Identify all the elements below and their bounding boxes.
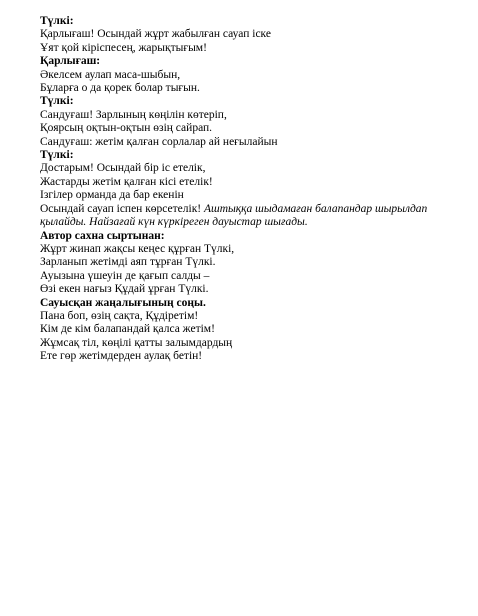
- section-heading: Сауысқан жаңалығының соңы.: [40, 296, 206, 309]
- speaker-label: Автор сахна сыртынан:: [40, 229, 165, 242]
- mixed-paragraph: [40, 203, 470, 230]
- text-line: Ете гөр жетімдерден аулақ бетін!: [40, 350, 203, 363]
- text-line: Пана боп, өзің сақта, Құдіретім!: [40, 309, 199, 322]
- text-line: Ауызына үшеуін де қағып салды –: [40, 269, 210, 282]
- text-line: Ізгілер орманда да бар екенін: [40, 189, 184, 202]
- stage-direction: Аштыққа шыдамаған балапандар шырылдап қылайды. Найзағай күн күркіреген дауыстар шығады.: [40, 202, 428, 229]
- text-line: Осындай сауап іспен көрсетелік!: [40, 202, 202, 215]
- text-line: Әкелсем аулап маса-шыбын,: [40, 68, 181, 81]
- text-line: Қоярсың оқтын-оқтын өзің сайрап.: [40, 122, 213, 135]
- text-line: Ұят қой кіріспесең, жарықтығым!: [40, 41, 207, 54]
- speaker-label: Түлкі:: [40, 15, 74, 27]
- speaker-label: Қарлығаш:: [40, 55, 101, 68]
- text-line: Зарланып жетімді аяп тұрған Түлкі.: [40, 256, 216, 269]
- text-line: Қарлығаш! Осындай жұрт жабылған сауап іске: [40, 28, 271, 41]
- text-line: Жастарды жетім қалған кісі етелік!: [40, 175, 213, 188]
- text-line: Сандуғаш! Зарлының көңілін көтеріп,: [40, 108, 227, 121]
- speaker-label: Түлкі:: [40, 95, 74, 108]
- text-line: Сандуғаш: жетім қалған сорлалар ай неғылайын: [40, 135, 278, 148]
- speaker-label: Түлкі:: [40, 149, 74, 162]
- text-line: Кім де кім балапандай қалса жетім!: [40, 323, 215, 336]
- text-line: Жұрт жинап жақсы кеңес құрған Түлкі,: [40, 242, 235, 255]
- text-line: Жұмсақ тіл, көңілі қатты залымдардың: [40, 336, 233, 349]
- text-line: Бұларға о да қорек болар тығын.: [40, 82, 200, 95]
- document-page: [40, 15, 470, 364]
- text-line: Достарым! Осындай бір іс етелік,: [40, 162, 206, 175]
- text-line: Өзі екен нағыз Құдай ұрған Түлкі.: [40, 283, 209, 296]
